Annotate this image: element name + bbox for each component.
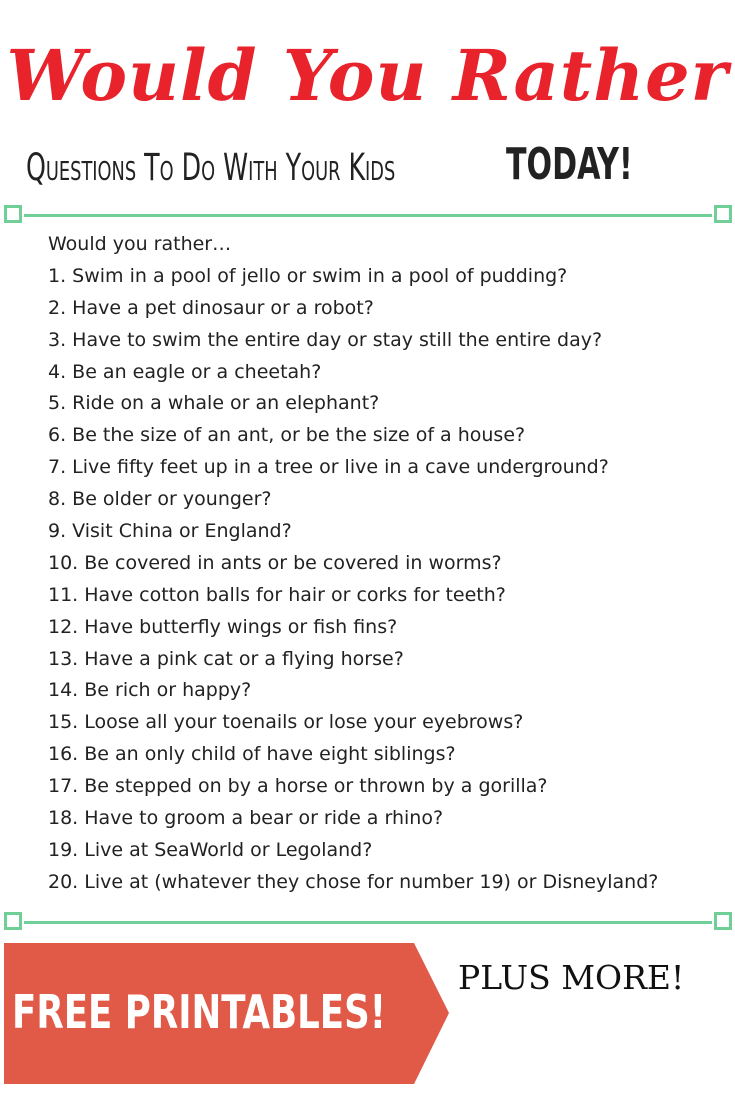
- divider-square-right: [714, 912, 732, 930]
- list-item: 9. Visit China or England?: [48, 520, 292, 543]
- list-item: 7. Live fifty feet up in a tree or live in a cave underground?: [48, 456, 609, 479]
- bottom-divider: [4, 911, 732, 933]
- page-title: Would You Rather: [6, 34, 729, 117]
- list-item: 14. Be rich or happy?: [48, 679, 252, 702]
- list-item: 11. Have cotton balls for hair or corks for teeth?: [48, 583, 506, 606]
- divider-square-left: [4, 205, 22, 223]
- subtitle-text: Questions To Do With Your Kids: [26, 146, 396, 189]
- list-item: 18. Have to groom a bear or ride a rhino?: [48, 807, 444, 830]
- list-item: 16. Be an only child of have eight siblings?: [48, 743, 456, 766]
- subtitle-emphasis: TODAY!: [506, 139, 633, 190]
- divider-square-right: [714, 205, 732, 223]
- banner-label: FREE PRINTABLES!: [12, 985, 386, 1039]
- top-divider: [4, 204, 732, 226]
- list-item: 17. Be stepped on by a horse or thrown by a gorilla?: [48, 775, 548, 798]
- divider-line: [24, 214, 712, 217]
- list-intro: Would you rather…: [48, 233, 232, 255]
- list-item: 19. Live at SeaWorld or Legoland?: [48, 838, 373, 861]
- list-item: 20. Live at (whatever they chose for number 19) or Disneyland?: [48, 870, 659, 893]
- list-item: 5. Ride on a whale or an elephant?: [48, 392, 380, 415]
- list-item: 13. Have a pink cat or a flying horse?: [48, 647, 404, 670]
- list-item: 1. Swim in a pool of jello or swim in a pool of pudding?: [48, 264, 568, 287]
- list-item: 6. Be the size of an ant, or be the size of a house?: [48, 424, 526, 447]
- list-item: 2. Have a pet dinosaur or a robot?: [48, 296, 374, 319]
- list-item: 4. Be an eagle or a cheetah?: [48, 360, 322, 383]
- list-item: 10. Be covered in ants or be covered in worms?: [48, 551, 502, 574]
- divider-line: [24, 921, 712, 924]
- divider-square-left: [4, 912, 22, 930]
- page-subtitle: [26, 139, 633, 195]
- list-item: 3. Have to swim the entire day or stay still the entire day?: [48, 328, 603, 351]
- question-list: [48, 228, 658, 898]
- plus-more-text: PLUS MORE!: [458, 958, 685, 997]
- list-item: 12. Have butterfly wings or fish fins?: [48, 615, 398, 638]
- list-item: 8. Be older or younger?: [48, 488, 272, 511]
- list-item: 15. Loose all your toenails or lose your eyebrows?: [48, 711, 524, 734]
